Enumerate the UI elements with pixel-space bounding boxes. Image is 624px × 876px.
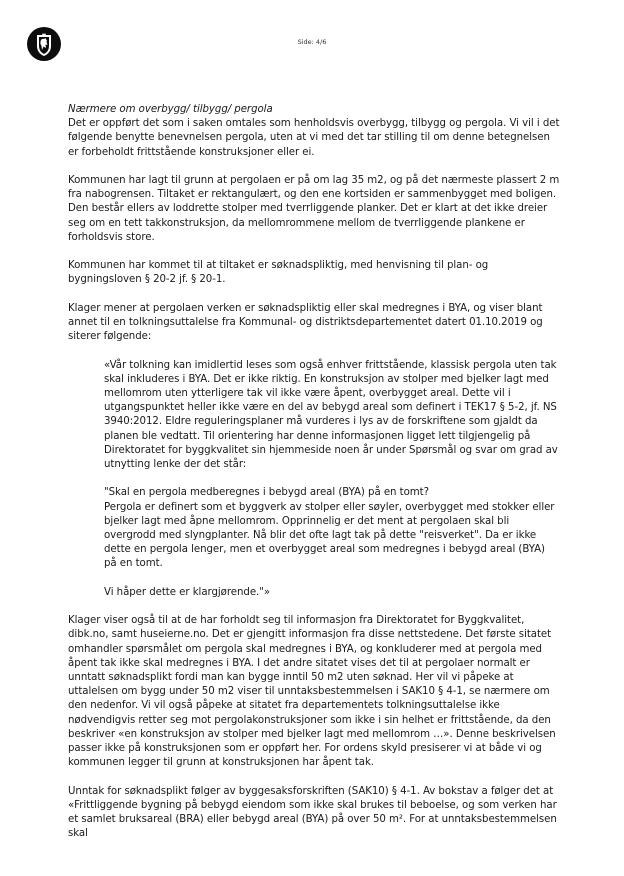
- page-number: Side: 4/6: [297, 38, 327, 46]
- quote-paragraph: Vi håper dette er klargjørende."»: [104, 586, 271, 598]
- quote-paragraph: Pergola er definert som et byggverk av stolper eller søyler, overbygget med stokker eller bjelker lagt med åpne mellomrom. Opprinnelig er det ment at pergolaen skal bli overgrodd med slyngplanter. Nå blir det ofte lagt tak på dette "reisverket". Da er ikke dette en pergola lenger, men et overbygget areal som medregnes i bebygd areal (BYA) på en tomt.: [104, 501, 555, 570]
- paragraph: Kommunen har lagt til grunn at pergolaen er på om lag 35 m2, og på det nærmeste plassert 2 m fra nabogrensen. Tiltaket er rektangulært, og den ene kortsiden er sammenbygget med boligen. Den består ellers av loddrette stolper med tverrliggende planker. Det er klart at det ikke dreier seg om en tett takkonstruksjon, da mellomrommene mellom de tverrliggende plankene er forholdsvis store.: [68, 175, 560, 243]
- section-heading: Nærmere om overbygg/ tilbygg/ pergola: [68, 104, 273, 115]
- quote-paragraph: «Vår tolkning kan imidlertid leses som også enhver frittstående, klassisk pergola uten tak skal inkluderes i BYA. Det er ikke riktig. En konstruksjon av stolper med bjelker lagt med mellomrom uten ytterligere tak vil ikke være åpent, overbygget areal. Dette vil i utgangspunktet heller ikke være en del av bebygd areal som definert i TEK17 § 5-2, jf. NS 3940:2012. Eldre reguleringsplaner må vurderes i lys av de forskriftene som gjaldt da planen ble vedtatt. Til orientering har denne informasjonen ligget lett tilgjengelig på Direktoratet for byggkvalitet sin hjemmeside noen år under Spørsmål og svar om grad av utnytting lenke der det står:: [104, 359, 558, 471]
- paragraph: Kommunen har kommet til at tiltaket er søknadspliktig, med henvisning til plan- og bygningsloven § 20-2 jf. § 20-1.: [68, 260, 489, 286]
- quote-paragraph: "Skal en pergola medberegnes i bebygd areal (BYA) på en tomt?: [104, 487, 429, 499]
- paragraph: Klager viser også til at de har forholdt seg til informasjon fra Direktoratet for Byggkvalitet, dibk.no, samt huseierne.no. Det er gjengitt informasjon fra disse nettstedene. Det første sitatet omhandler spørsmålet om pergola skal medregnes i BYA, og konkluderer med at pergola med åpent tak ikke skal medregnes i BYA. I det andre sitatet vises det til at pergolaer normalt er unntatt søknadsplikt fordi man kan bygge inntil 50 m2 uten søknad. Her vil vi påpeke at uttalelsen om bygg under 50 m2 viser til unntaksbestemmelsen i SAK10 § 4-1, se nærmere om den nedenfor. Vi vil også påpeke at sitatet fra departementets tolkningsuttalelse ikke nødvendigvis retter seg mot pergolakonstruksjoner som ikke i sin helhet er frittstående, da den beskriver «en konstruksjon av stolper med bjelker lagt med mellomrom …». Denne beskrivelsen passer ikke på konstruksjonen som er oppført her. For ordens skyld presiserer vi at både vi og kommunen legger til grunn at konstruksjonen har åpent tak.: [68, 615, 556, 769]
- paragraph: Det er oppført det som i saken omtales som henholdsvis overbygg, tilbygg og pergola. Vi vil i det følgende benytte benevnelsen pergola, uten at vi med det tar stilling til om denne betegnelsen er forbeholdt frittstående konstruksjoner eller ei.: [68, 118, 560, 158]
- document-body: [68, 103, 560, 841]
- paragraph: Unntak for søknadsplikt følger av byggesaksforskriften (SAK10) § 4-1. Av bokstav a følger det at «Frittliggende bygning på bebygd eiendom som ikke skal brukes til beboelse, og som verken har et samlet bruksareal (BRA) eller bebygd areal (BYA) på over 50 m². For at unntaksbestemmelsen skal: [68, 785, 557, 840]
- block-quote: [104, 359, 560, 600]
- paragraph: Klager mener at pergolaen verken er søknadspliktig eller skal medregnes i BYA, og viser blant annet til en tolkningsuttalelse fra Kommunal- og distriktsdepartementet datert 01.10.2019 og siterer følgende:: [68, 302, 543, 343]
